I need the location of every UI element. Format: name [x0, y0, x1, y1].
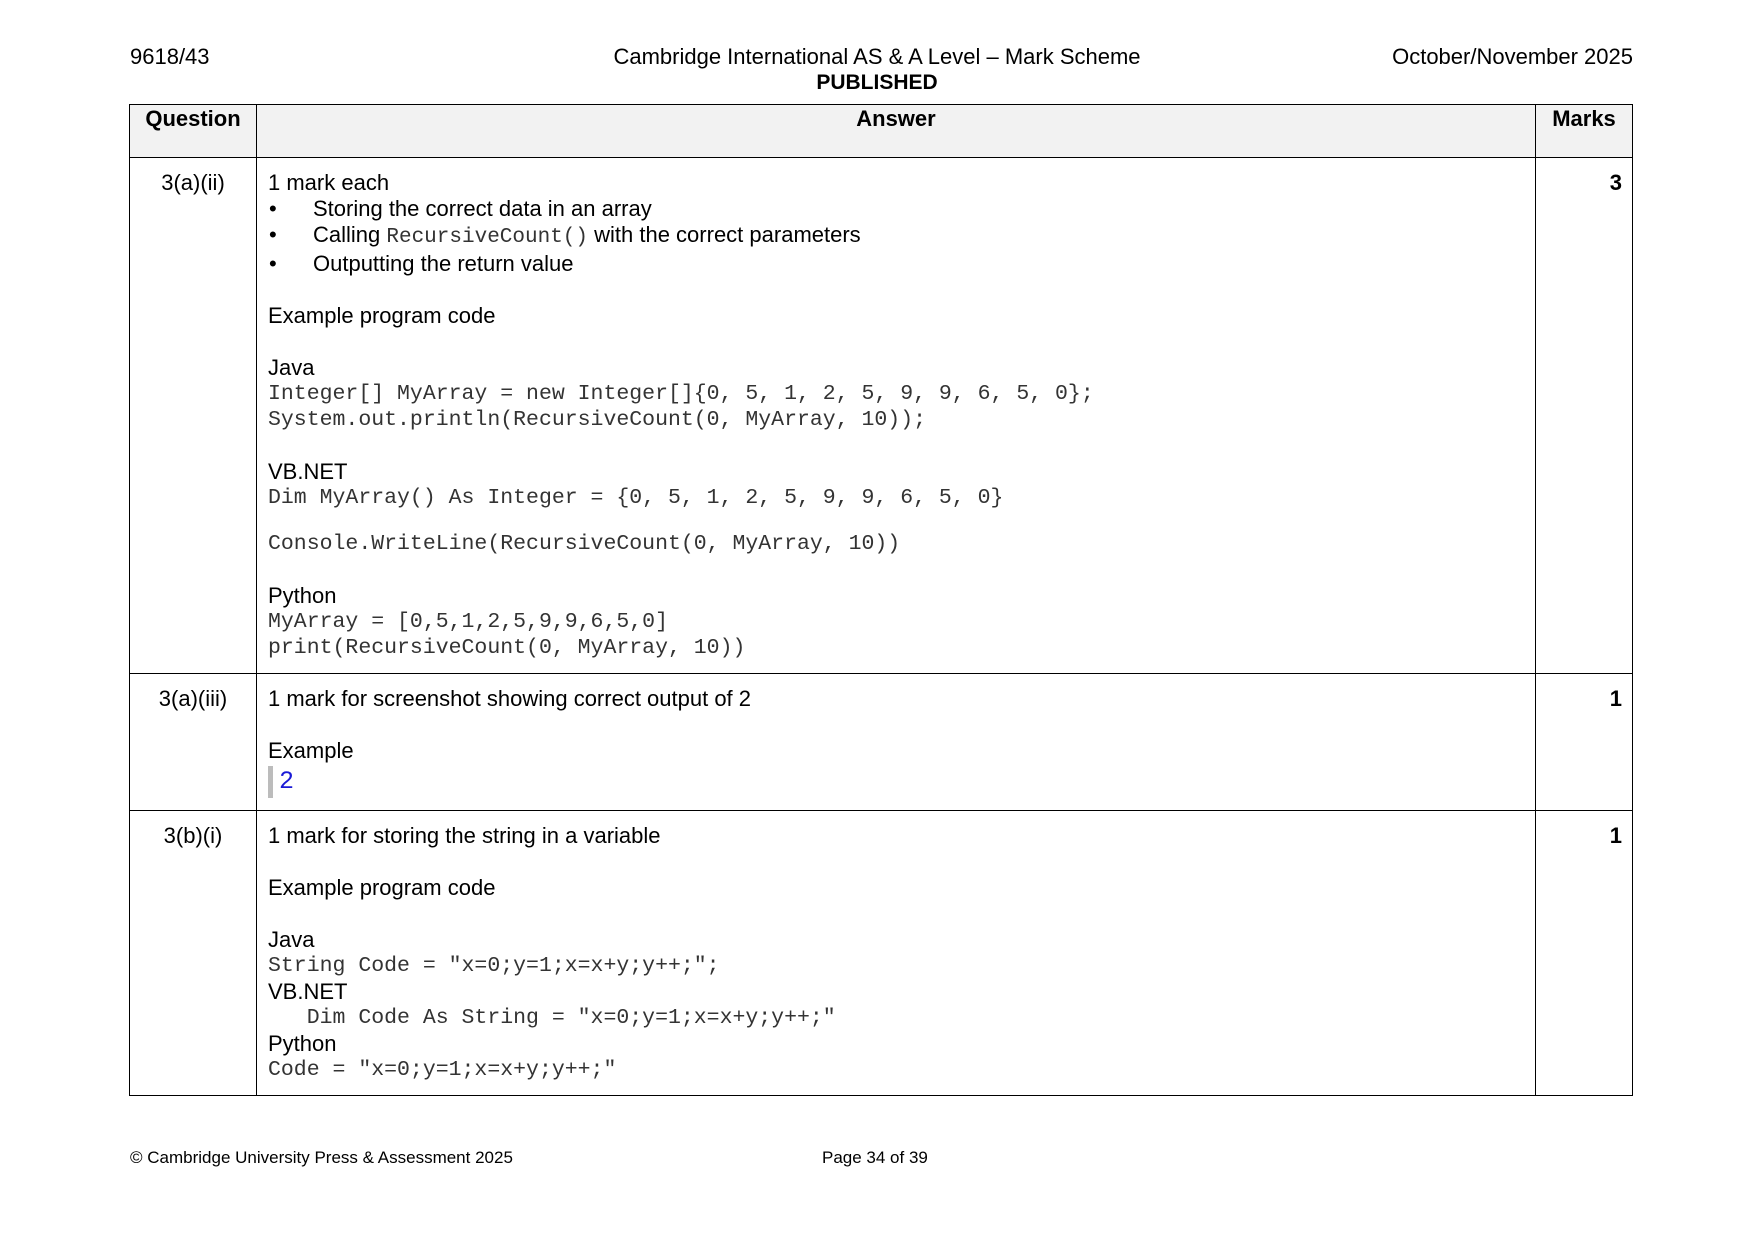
example-label: Example program code	[268, 303, 496, 328]
mark-intro: 1 mark each	[268, 170, 390, 195]
code-line: MyArray = [0,5,1,2,5,9,9,6,5,0]	[268, 610, 668, 634]
table-header-row	[130, 105, 1633, 158]
question-number: 3(b)(i)	[130, 811, 257, 1096]
spacer	[268, 557, 1525, 583]
question-number: 3(a)(ii)	[130, 158, 257, 674]
spacer	[268, 901, 1525, 927]
console-gutter	[268, 766, 273, 798]
list-item	[268, 196, 1525, 222]
spacer	[268, 277, 1525, 303]
mark-intro: 1 mark for storing the string in a variable	[268, 823, 661, 848]
marks-value: 1	[1536, 811, 1633, 1096]
console-output: 2	[279, 767, 295, 796]
table-row	[130, 158, 1633, 674]
point-text: Storing the correct data in an array	[313, 196, 652, 221]
python-label: Python	[268, 1031, 337, 1056]
java-label: Java	[268, 927, 315, 952]
table-row	[130, 674, 1633, 811]
code-line: Integer[] MyArray = new Integer[]{0, 5, 1, 2, 5, 9, 9, 6, 5, 0};	[268, 382, 1094, 406]
mark-points-list	[268, 196, 1525, 277]
answer-cell	[257, 158, 1536, 674]
paper-code: 9618/43	[130, 44, 210, 69]
list-item	[268, 222, 1525, 251]
example-label: Example	[268, 738, 354, 763]
question-number: 3(a)(iii)	[130, 674, 257, 811]
marks-value: 3	[1536, 158, 1633, 674]
exam-session: October/November 2025	[1392, 44, 1633, 69]
inline-code: RecursiveCount()	[386, 226, 589, 249]
page-number: Page 34 of 39	[822, 1148, 928, 1167]
python-label: Python	[268, 583, 337, 608]
example-label: Example program code	[268, 875, 496, 900]
answer-cell	[257, 674, 1536, 811]
table-row	[130, 811, 1633, 1096]
code-line: Console.WriteLine(RecursiveCount(0, MyArray, 10))	[268, 532, 901, 556]
list-item	[268, 251, 1525, 277]
copyright-notice: © Cambridge University Press & Assessment 2025	[130, 1148, 513, 1167]
code-line: print(RecursiveCount(0, MyArray, 10))	[268, 636, 746, 660]
document-title: Cambridge International AS & A Level – Mark Scheme	[613, 44, 1141, 69]
question-column-header: Question	[130, 105, 257, 158]
spacer	[268, 433, 1525, 459]
vbnet-label: VB.NET	[268, 979, 348, 1004]
code-line: Dim Code As String = "x=0;y=1;x=x+y;y++;"	[268, 1006, 836, 1030]
answer-cell	[257, 811, 1536, 1096]
spacer	[268, 849, 1525, 875]
point-text-tail: with the correct parameters	[588, 222, 861, 247]
console-screenshot	[268, 766, 1525, 798]
mark-intro: 1 mark for screenshot showing correct output of 2	[268, 686, 752, 711]
mark-scheme-table	[129, 104, 1633, 1096]
vbnet-label: VB.NET	[268, 459, 348, 484]
marks-value: 1	[1536, 674, 1633, 811]
point-text: Outputting the return value	[313, 251, 574, 276]
spacer	[268, 329, 1525, 355]
code-line: Code = "x=0;y=1;x=x+y;y++;"	[268, 1058, 617, 1082]
code-line: System.out.println(RecursiveCount(0, MyArray, 10));	[268, 408, 927, 432]
spacer	[268, 511, 1525, 531]
point-text: Calling	[313, 222, 387, 247]
code-line: String Code = "x=0;y=1;x=x+y;y++;";	[268, 954, 720, 978]
code-line: Dim MyArray() As Integer = {0, 5, 1, 2, 5, 9, 9, 6, 5, 0}	[268, 486, 1004, 510]
answer-column-header: Answer	[257, 105, 1536, 158]
java-label: Java	[268, 355, 315, 380]
published-label: PUBLISHED	[816, 71, 938, 94]
marks-column-header: Marks	[1536, 105, 1633, 158]
spacer	[268, 712, 1525, 738]
